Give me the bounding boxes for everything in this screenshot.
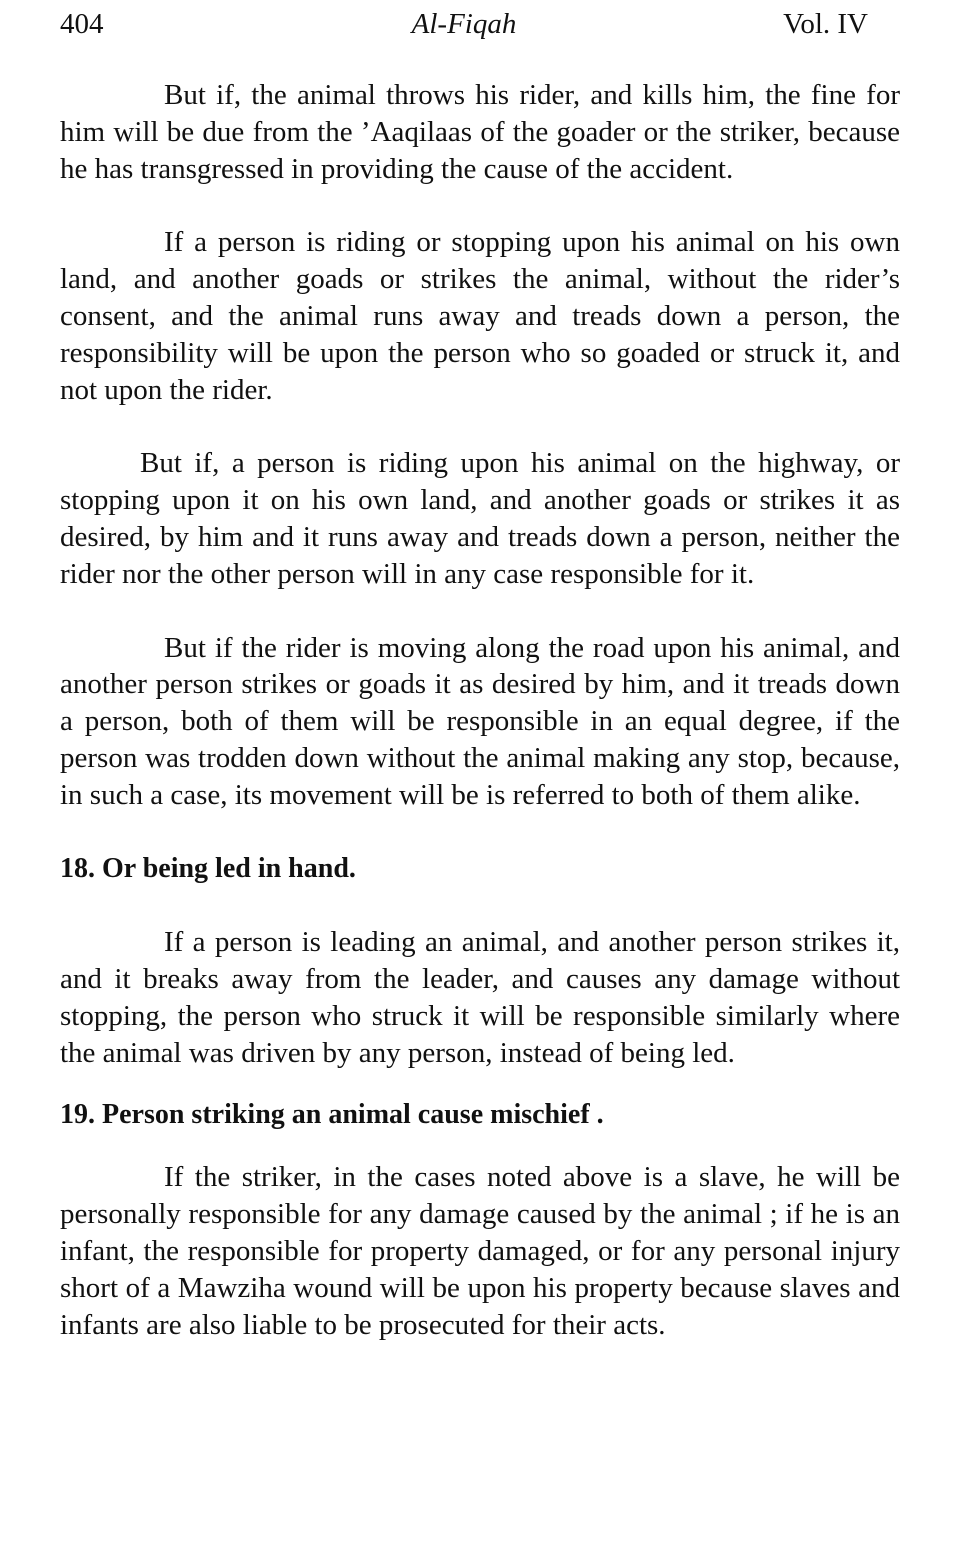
section-heading-18: 18. Or being led in hand.: [60, 852, 356, 884]
page-body: [60, 77, 900, 1380]
paragraph-moving-rider: But if the rider is moving along the road upon his animal, and another person strikes or goads it as desired by him, and it treads down a person, both of them will be responsible in an equal degree, if the person was trodden down without the animal making any stop, because, in such a case, its movement will be is referred to both of them alike.: [60, 631, 900, 811]
paragraph-rider-thrown: But if, the animal throws his rider, and kills him, the fine for him will be due from the ’Aaqilaas of the goader or the striker, because he has transgressed in providing the cause of the accident.: [60, 79, 900, 185]
paragraph-own-land: If a person is riding or stopping upon his animal on his own land, and another goads or strikes the animal, without the rider’s consent, and the animal runs away and treads down a person, the responsibility will be upon the person who so goaded or struck it, and not upon the rider.: [60, 226, 900, 406]
paragraph-highway: But if, a person is riding upon his animal on the highway, or stopping upon it on his own land, and another goads or strikes it as desired, by him and it runs away and treads down a person, neither the rider nor the other person will in any case responsible for it.: [60, 447, 900, 590]
volume-label: Vol. IV: [783, 8, 868, 40]
page-number: 404: [60, 8, 104, 40]
page-header: [60, 6, 868, 42]
paragraph-leading-animal: If a person is leading an animal, and another person strikes it, and it breaks away from the leader, and causes any damage without stopping, the person who struck it will be responsible similarly where the animal was driven by any person, instead of being led.: [60, 926, 900, 1069]
paragraph-slave-infant: If the striker, in the cases noted above is a slave, he will be personally responsible for any damage caused by the animal ; if he is an infant, the responsible for property damaged, or for any personal injury short of a Mawziha wound will be upon his property because slaves and infants are also liable to be prosecuted for their acts.: [60, 1161, 900, 1341]
book-title: Al-Fiqah: [411, 8, 517, 40]
section-heading-19: 19. Person striking an animal cause mischief .: [60, 1098, 604, 1130]
